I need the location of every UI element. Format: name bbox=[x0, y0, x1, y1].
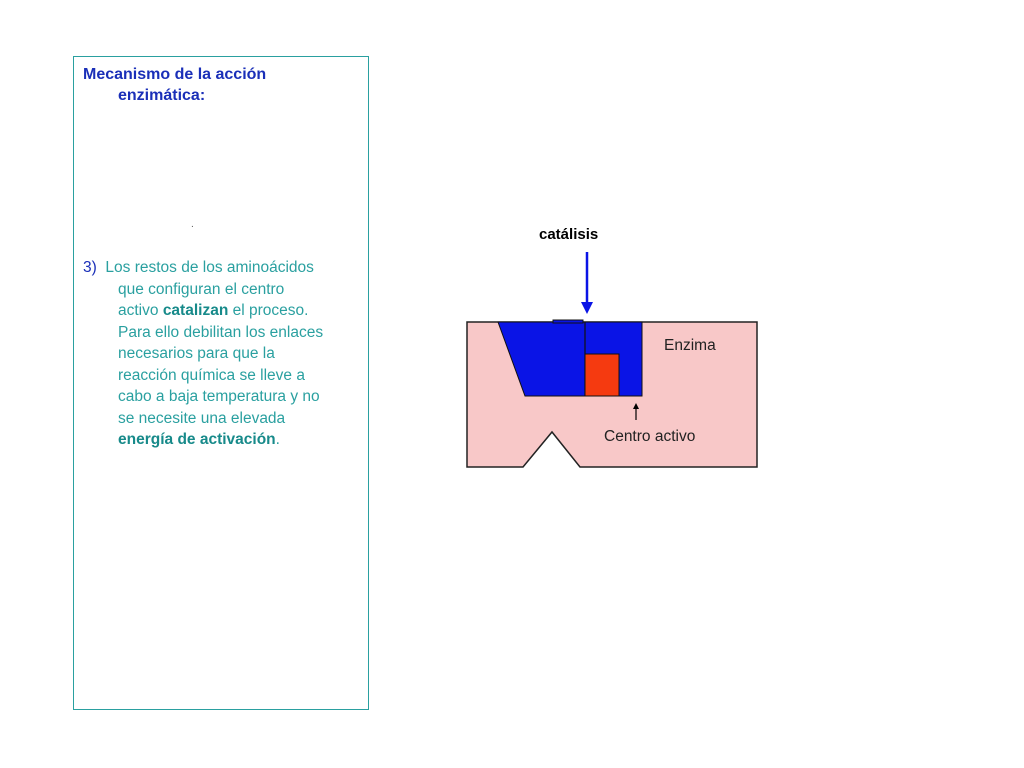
catalysis-arrow-head bbox=[581, 302, 593, 314]
product-square bbox=[585, 354, 619, 396]
active-site-label: Centro activo bbox=[604, 428, 696, 445]
point-text: activo bbox=[118, 302, 163, 319]
substrate-cap bbox=[553, 320, 583, 323]
point-text: el proceso. bbox=[228, 302, 309, 319]
point-line: reacción química se lleve a bbox=[118, 366, 305, 384]
point-line: Para ello debilitan los enlaces bbox=[118, 323, 324, 341]
title-line-2: enzimática: bbox=[118, 87, 206, 104]
point-line: que configuran el centro bbox=[118, 280, 285, 298]
emphasis-catalizan: catalizan bbox=[162, 302, 229, 319]
point-number: 3) bbox=[83, 259, 97, 276]
point-text: . bbox=[275, 431, 280, 448]
point-text: Los restos de los aminoácidos bbox=[105, 259, 314, 276]
emphasis-energia-activacion: energía de activación bbox=[118, 431, 276, 448]
stray-mark: . bbox=[191, 219, 194, 230]
catalysis-label: catálisis bbox=[539, 226, 599, 243]
point-line: necesarios para que la bbox=[118, 345, 275, 362]
point-line: se necesite una elevada bbox=[118, 409, 286, 427]
title-line-1: Mecanismo de la acción bbox=[83, 66, 267, 83]
point-line: cabo a baja temperatura y no bbox=[118, 388, 320, 405]
enzyme-label: Enzima bbox=[664, 337, 716, 354]
